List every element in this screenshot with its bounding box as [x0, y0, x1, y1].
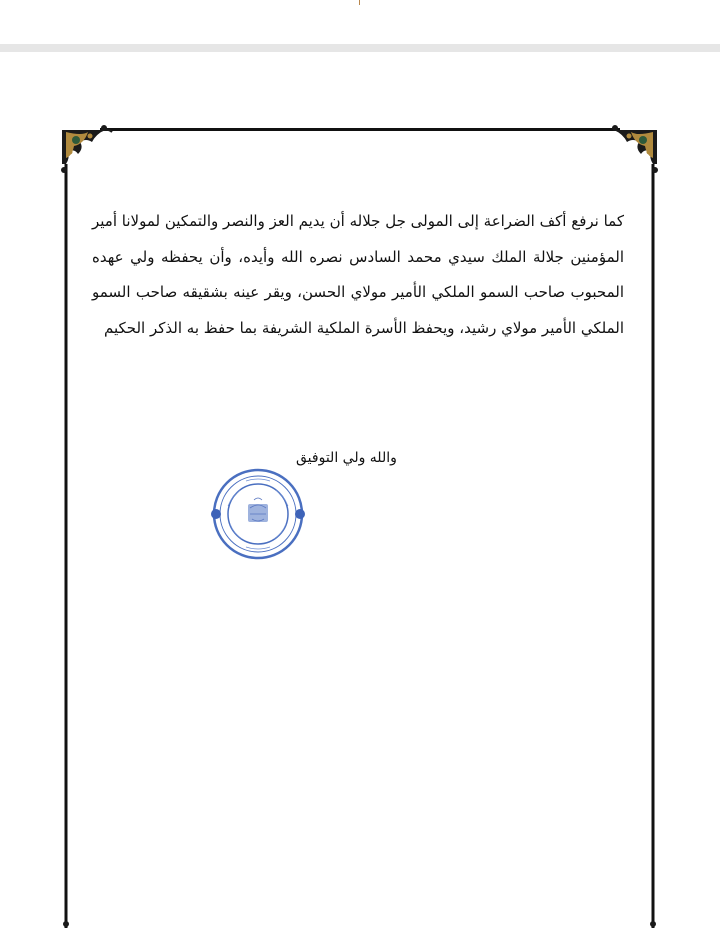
viewer-top-bar [0, 0, 720, 44]
closing-line: والله ولي التوفيق [296, 450, 397, 466]
document-page[interactable] [0, 52, 720, 928]
ornamental-corner-icon-right [612, 125, 658, 173]
letter-body-text: كما نرفع أكف الضراعة إلى المولى جل جلاله أن يديم العز والنصر والتمكين لمولانا أمير المؤمنين جلالة الملك سيدي محمد السادس نصره الله وأيده، وأن يحفظه ولي عهده المحبوب صاحب السمو الملكي الأمير مولاي الحسن، ويقر عينه بشقيقه صاحب السمو الملكي الأمير مولاي رشيد، ويحفظ الأسرة الملكية الشريفة بما حفظ به الذكر الحكيم [92, 212, 624, 337]
text-cursor [359, 0, 360, 5]
official-seal-icon [210, 466, 306, 562]
page-frame [0, 52, 720, 928]
page-separator [0, 44, 720, 52]
ornamental-corner-icon-left [61, 125, 112, 173]
